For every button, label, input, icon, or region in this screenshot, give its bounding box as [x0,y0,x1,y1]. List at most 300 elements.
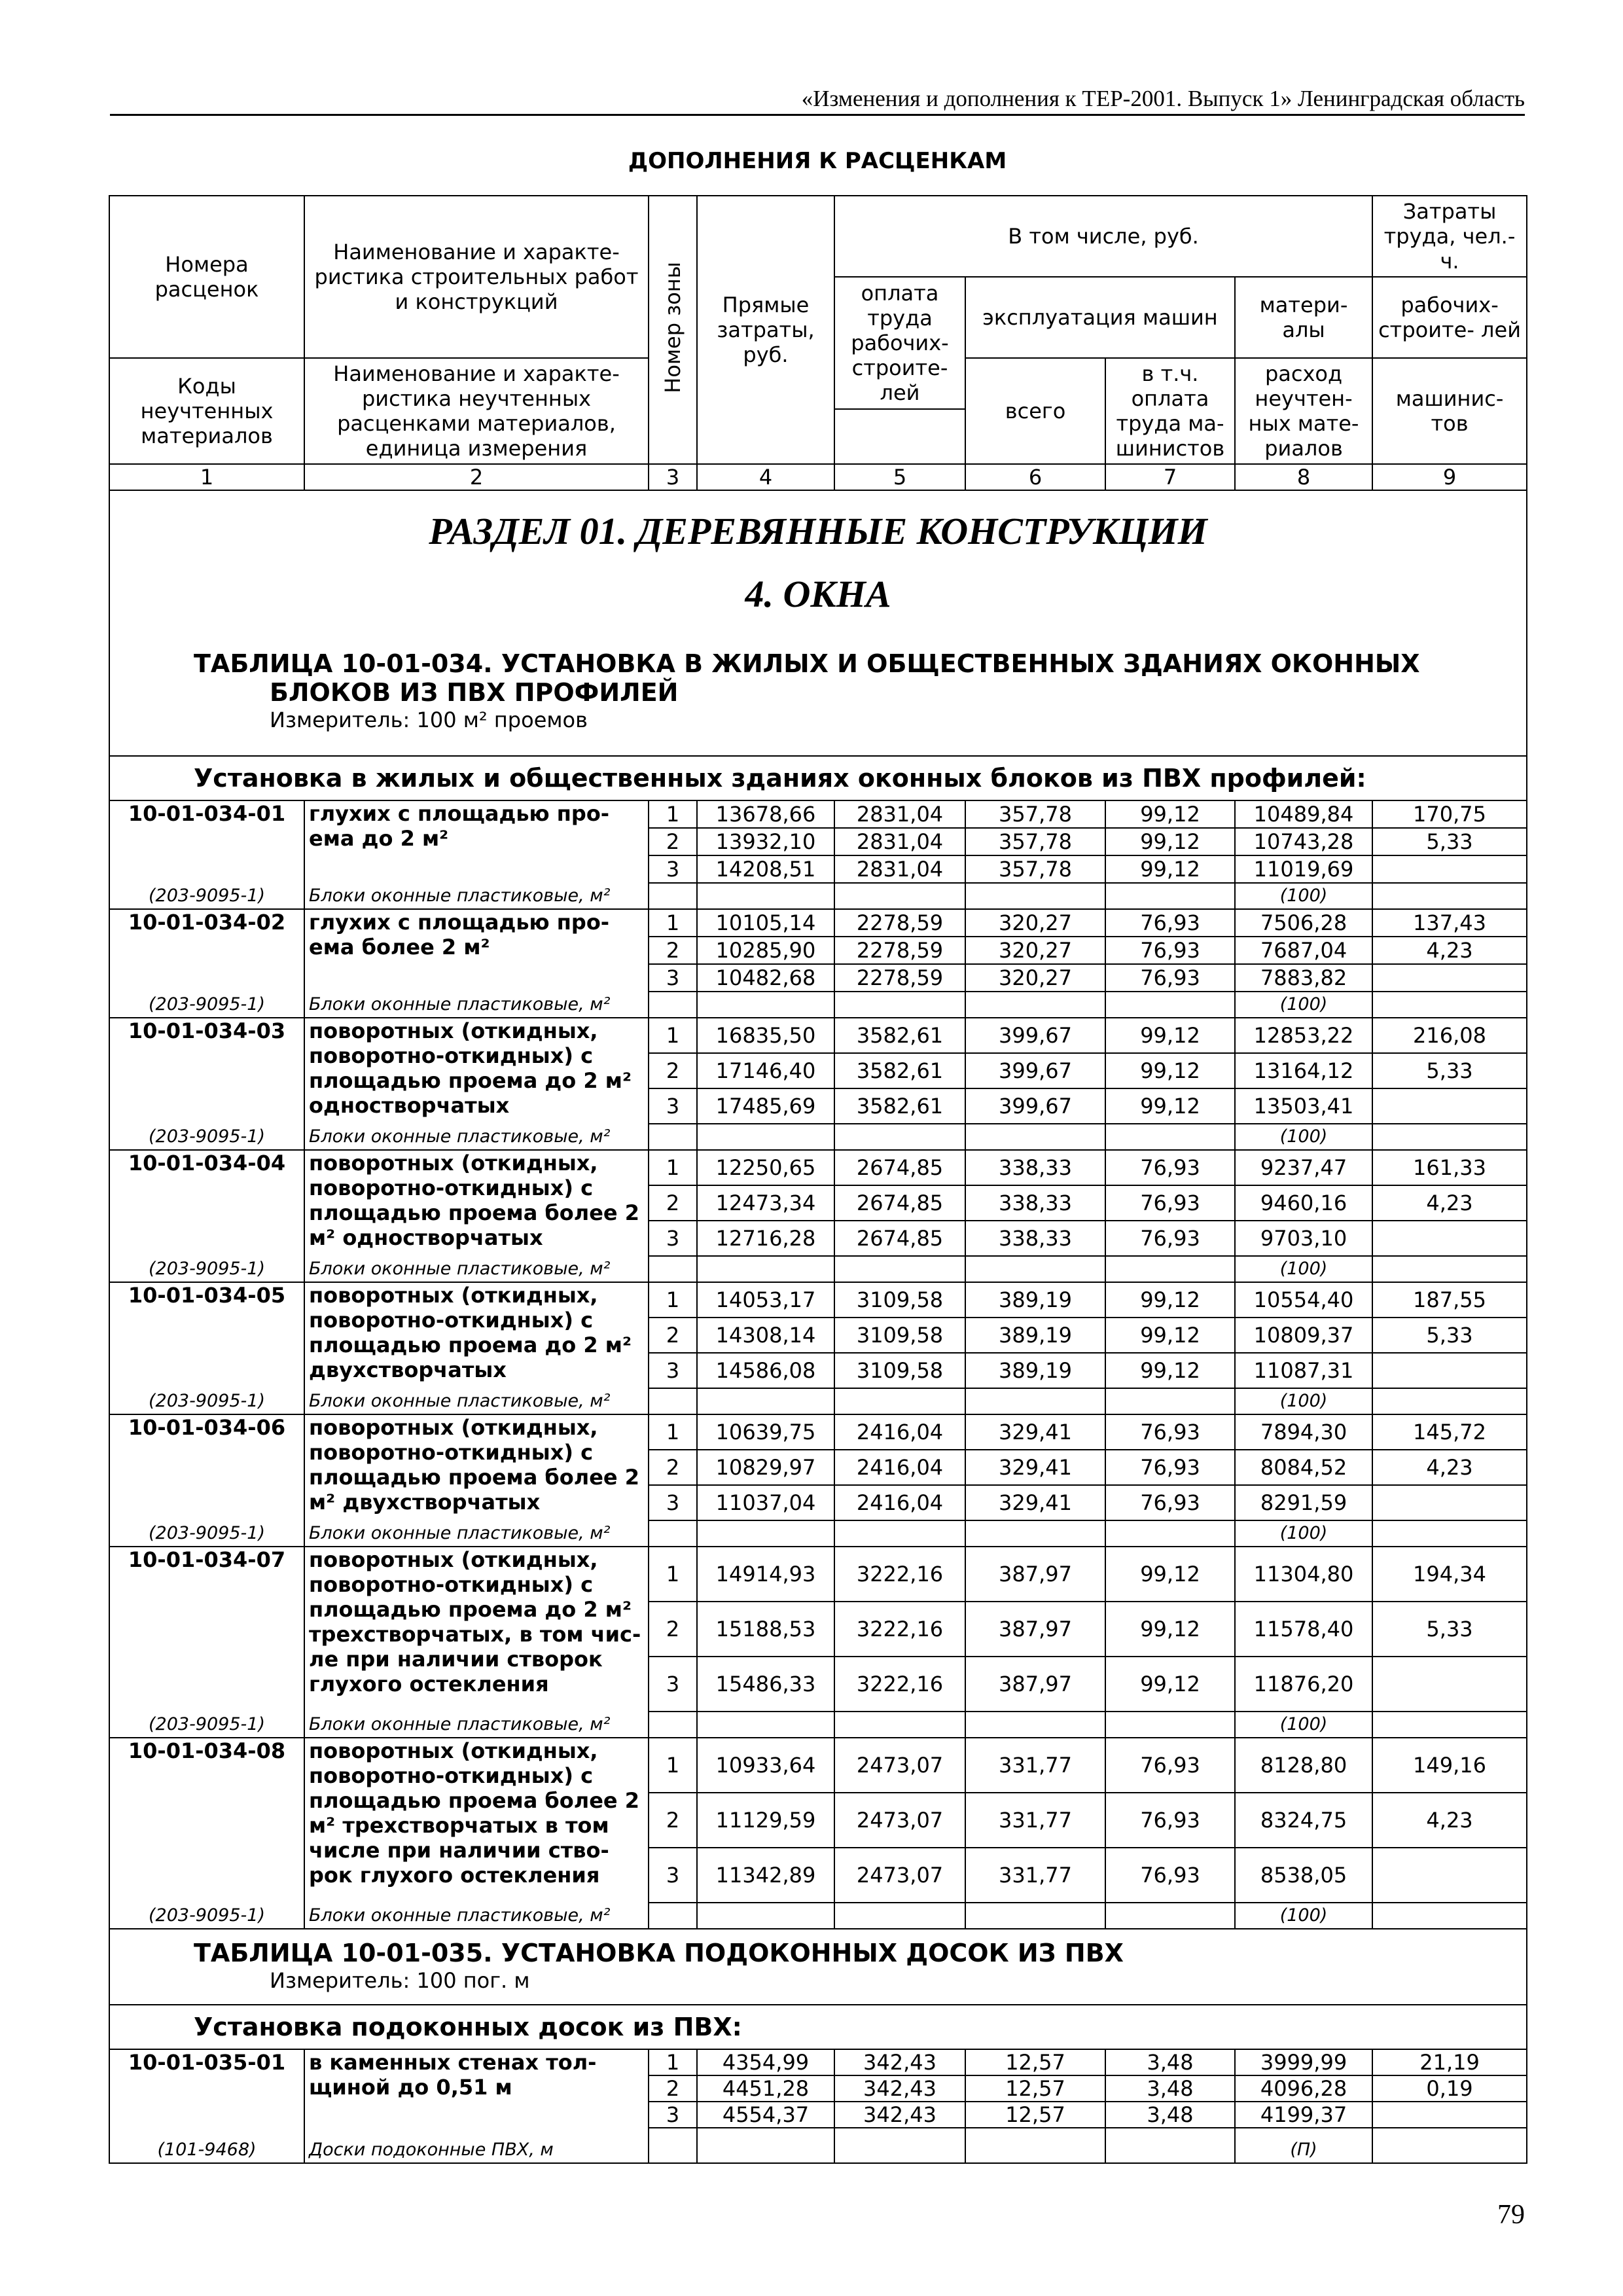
wage-cost: 2278,59 [834,909,965,937]
rate-name: поворотных (откидных, поворотно-откидных) с площадью проема более 2 м² трехстворчатых в том числе при наличии ство- рок глухого остекления [304,1738,649,1903]
material-usage: (100) [1235,883,1372,909]
direct-cost: 17485,69 [697,1088,834,1124]
machinist-wage: 99,12 [1105,1657,1235,1712]
machine-cost: 357,78 [965,800,1105,828]
material-name: Доски подоконные ПВХ, м [304,2128,649,2163]
material-name: Блоки оконные пластиковые, м² [304,883,649,909]
direct-cost: 4451,28 [697,2075,834,2102]
table-block-2 [109,1929,1527,2005]
empty-cell [697,992,834,1018]
direct-cost: 10639,75 [697,1414,834,1450]
col-header-name: Наименование и характе- ристика строительных работ и конструкций [304,196,649,358]
material-cost: 8291,59 [1235,1485,1372,1520]
material-code: (101-9468) [109,2128,304,2163]
rate-name: глухих с площадью про- ема более 2 м² [304,909,649,992]
rate-code: 10-01-034-06 [109,1414,304,1520]
rate-code: 10-01-034-02 [109,909,304,992]
empty-cell [834,1520,965,1547]
rate-row [109,1282,1527,1318]
direct-cost: 12473,34 [697,1185,834,1221]
labor-workers: 194,34 [1372,1547,1527,1602]
rate-name: поворотных (откидных, поворотно-откидных) с площадью проема до 2 м² двухстворчатых [304,1282,649,1388]
col-header-codes: Номера расценок [109,196,304,358]
material-code: (203-9095-1) [109,992,304,1018]
empty-cell [965,1124,1105,1150]
wage-cost: 2278,59 [834,964,965,992]
rate-code: 10-01-034-08 [109,1738,304,1903]
machine-cost: 387,97 [965,1657,1105,1712]
empty-cell [1372,2128,1527,2163]
rate-name: поворотных (откидных, поворотно-откидных) с площадью проема более 2 м² одностворчатых [304,1150,649,1256]
machinist-wage: 3,48 [1105,2102,1235,2128]
labor-machinists: 4,23 [1372,1450,1527,1485]
labor-machinists: 4,23 [1372,1185,1527,1221]
rate-row [109,1414,1527,1450]
labor-machinists: 5,33 [1372,828,1527,855]
material-cost: 8324,75 [1235,1793,1372,1848]
material-name: Блоки оконные пластиковые, м² [304,1903,649,1929]
material-cost: 8128,80 [1235,1738,1372,1793]
empty-cell [965,883,1105,909]
labor-empty [1372,1353,1527,1388]
empty-cell [1372,1712,1527,1738]
material-cost: 7894,30 [1235,1414,1372,1450]
col-number: 2 [304,464,649,490]
machine-cost: 357,78 [965,855,1105,883]
material-code: (203-9095-1) [109,1520,304,1547]
machine-cost: 389,19 [965,1318,1105,1353]
wage-cost: 3109,58 [834,1353,965,1388]
machinist-wage: 99,12 [1105,828,1235,855]
col-header-zone [649,196,697,464]
table-meter-2: Измеритель: 100 пог. м [270,1968,530,1993]
machinist-wage: 76,93 [1105,964,1235,992]
zone-number: 1 [649,1150,697,1185]
labor-machinists: 5,33 [1372,1053,1527,1088]
zone-number: 1 [649,800,697,828]
empty-cell [965,1388,1105,1414]
zone-number: 3 [649,1485,697,1520]
labor-workers: 216,08 [1372,1018,1527,1053]
material-code: (203-9095-1) [109,883,304,909]
material-usage: (100) [1235,1712,1372,1738]
wage-cost: 3109,58 [834,1282,965,1318]
labor-empty [1372,1848,1527,1903]
running-header: «Изменения и дополнения к ТЕР-2001. Выпуск 1» Ленинградская область [801,86,1525,111]
material-row [109,1256,1527,1282]
zone-number: 2 [649,2075,697,2102]
material-usage: (100) [1235,992,1372,1018]
table-group-2: Установка подоконных досок из ПВХ: [109,2005,1527,2049]
empty-cell [965,2128,1105,2163]
zone-number: 2 [649,1185,697,1221]
rate-code: 10-01-034-01 [109,800,304,883]
empty-cell [834,1712,965,1738]
empty-cell [1105,1520,1235,1547]
material-cost: 10554,40 [1235,1282,1372,1318]
empty-cell [1105,992,1235,1018]
machine-cost: 338,33 [965,1185,1105,1221]
empty-cell [649,1903,697,1929]
material-row [109,2128,1527,2163]
empty-cell [1372,1903,1527,1929]
col-header-mat-use: расход неучтен- ных мате- риалов [1235,358,1372,464]
labor-empty [1372,964,1527,992]
machinist-wage: 99,12 [1105,1353,1235,1388]
direct-cost: 16835,50 [697,1018,834,1053]
machinist-wage: 3,48 [1105,2049,1235,2075]
section-block [109,490,1527,756]
material-usage: (100) [1235,1520,1372,1547]
machinist-wage: 76,93 [1105,1414,1235,1450]
material-cost: 10489,84 [1235,800,1372,828]
machinist-wage: 99,12 [1105,1088,1235,1124]
zone-number: 3 [649,1221,697,1256]
empty-cell [649,1520,697,1547]
material-cost: 11087,31 [1235,1353,1372,1388]
wage-cost: 2674,85 [834,1185,965,1221]
empty-cell [965,1520,1105,1547]
col-header-including: В том числе, руб. [834,196,1372,277]
direct-cost: 13678,66 [697,800,834,828]
labor-empty [1372,1485,1527,1520]
labor-empty [1372,855,1527,883]
zone-number: 3 [649,1088,697,1124]
zone-number: 1 [649,1282,697,1318]
labor-workers: 149,16 [1372,1738,1527,1793]
wage-cost: 2831,04 [834,855,965,883]
col-header-mach-all: всего [965,358,1105,464]
wage-cost: 2278,59 [834,937,965,964]
empty-cell [1105,883,1235,909]
machinist-wage: 76,93 [1105,1793,1235,1848]
rate-name: глухих с площадью про- ема до 2 м² [304,800,649,883]
material-cost: 8538,05 [1235,1848,1372,1903]
wage-cost: 342,43 [834,2102,965,2128]
rate-name: поворотных (откидных, поворотно-откидных) с площадью проема более 2 м² двухстворчатых [304,1414,649,1520]
rates-table [109,195,1527,2164]
machine-cost: 389,19 [965,1353,1105,1388]
col-number: 8 [1235,464,1372,490]
material-cost: 9460,16 [1235,1185,1372,1221]
rate-code: 10-01-034-05 [109,1282,304,1388]
empty-cell [697,1903,834,1929]
rate-row [109,1738,1527,1793]
machine-cost: 331,77 [965,1793,1105,1848]
direct-cost: 12250,65 [697,1150,834,1185]
material-row [109,883,1527,909]
rate-row [109,800,1527,828]
machine-cost: 331,77 [965,1738,1105,1793]
rate-row [109,1018,1527,1053]
col-number: 4 [697,464,834,490]
material-cost: 4096,28 [1235,2075,1372,2102]
labor-machinists: 4,23 [1372,937,1527,964]
wage-cost: 2831,04 [834,800,965,828]
empty-cell [1372,1256,1527,1282]
empty-cell [965,1256,1105,1282]
material-usage: (100) [1235,1903,1372,1929]
zone-number: 3 [649,964,697,992]
empty-cell [834,2128,965,2163]
zone-number: 1 [649,1738,697,1793]
machine-cost: 389,19 [965,1282,1105,1318]
col-header-machinists: машинис- тов [1372,358,1527,464]
labor-workers: 21,19 [1372,2049,1527,2075]
material-name: Блоки оконные пластиковые, м² [304,1520,649,1547]
labor-workers: 145,72 [1372,1414,1527,1450]
empty-cell [649,992,697,1018]
wage-cost: 2416,04 [834,1485,965,1520]
machine-cost: 338,33 [965,1150,1105,1185]
empty-cell [697,1520,834,1547]
material-name: Блоки оконные пластиковые, м² [304,992,649,1018]
rate-row [109,1150,1527,1185]
rate-code: 10-01-034-04 [109,1150,304,1256]
direct-cost: 15486,33 [697,1657,834,1712]
wage-cost: 2674,85 [834,1150,965,1185]
material-code: (203-9095-1) [109,1903,304,1929]
wage-cost: 3222,16 [834,1547,965,1602]
machine-cost: 320,27 [965,909,1105,937]
labor-machinists: 4,23 [1372,1793,1527,1848]
material-row [109,1388,1527,1414]
col-number: 5 [834,464,965,490]
direct-cost: 10105,14 [697,909,834,937]
direct-cost: 11342,89 [697,1848,834,1903]
col-header-wage: оплата труда рабочих- строите- лей [834,277,965,409]
empty-cell [834,992,965,1018]
direct-cost: 10285,90 [697,937,834,964]
document-title: ДОПОЛНЕНИЯ К РАСЦЕНКАМ [628,148,1007,174]
table-title-1 [110,649,1526,707]
direct-cost: 10829,97 [697,1450,834,1485]
col-header-mat-codes: Коды неучтенных материалов [109,358,304,464]
wage-cost: 2473,07 [834,1793,965,1848]
wage-cost: 2416,04 [834,1414,965,1450]
empty-cell [834,1388,965,1414]
machine-cost: 357,78 [965,828,1105,855]
direct-cost: 11129,59 [697,1793,834,1848]
machinist-wage: 3,48 [1105,2075,1235,2102]
material-cost: 13503,41 [1235,1088,1372,1124]
zone-number: 2 [649,1793,697,1848]
material-cost: 9703,10 [1235,1221,1372,1256]
zone-number: 3 [649,1353,697,1388]
machine-cost: 320,27 [965,937,1105,964]
machine-cost: 387,97 [965,1602,1105,1657]
labor-machinists: 5,33 [1372,1602,1527,1657]
wage-cost: 3582,61 [834,1053,965,1088]
material-code: (203-9095-1) [109,1388,304,1414]
zone-number: 1 [649,1018,697,1053]
material-cost: 12853,22 [1235,1018,1372,1053]
table-group-1: Установка в жилых и общественных зданиях оконных блоков из ПВХ профилей: [109,756,1527,800]
machine-cost: 387,97 [965,1547,1105,1602]
machine-cost: 320,27 [965,964,1105,992]
wage-cost: 2831,04 [834,828,965,855]
wage-cost: 2416,04 [834,1450,965,1485]
machine-cost: 12,57 [965,2049,1105,2075]
zone-number: 2 [649,1053,697,1088]
material-row [109,1520,1527,1547]
material-name: Блоки оконные пластиковые, м² [304,1256,649,1282]
machine-cost: 329,41 [965,1450,1105,1485]
material-row [109,992,1527,1018]
material-cost: 7883,82 [1235,964,1372,992]
labor-empty [1372,1657,1527,1712]
material-name: Блоки оконные пластиковые, м² [304,1712,649,1738]
zone-number: 2 [649,1450,697,1485]
table-title-line2: БЛОКОВ ИЗ ПВХ ПРОФИЛЕЙ [270,678,679,707]
table-meter-1: Измеритель: 100 м² проемов [270,708,588,732]
empty-cell [697,1124,834,1150]
rate-name: поворотных (откидных, поворотно-откидных) с площадью проема до 2 м² одностворчатых [304,1018,649,1124]
machinist-wage: 76,93 [1105,1450,1235,1485]
zone-number: 2 [649,1318,697,1353]
machinist-wage: 99,12 [1105,1602,1235,1657]
wage-cost: 342,43 [834,2075,965,2102]
machinist-wage: 99,12 [1105,1282,1235,1318]
material-usage: (100) [1235,1256,1372,1282]
rate-code: 10-01-035-01 [109,2049,304,2128]
machinist-wage: 99,12 [1105,1053,1235,1088]
material-row [109,1124,1527,1150]
col-number: 6 [965,464,1105,490]
labor-workers: 187,55 [1372,1282,1527,1318]
material-cost: 10743,28 [1235,828,1372,855]
empty-cell [1105,1256,1235,1282]
subsection-title: 4. ОКНА [745,573,891,615]
table-title-line1: ТАБЛИЦА 10-01-034. УСТАНОВКА В ЖИЛЫХ И ОБЩЕСТВЕННЫХ ЗДАНИЯХ ОКОННЫХ [194,649,1420,678]
section-title: РАЗДЕЛ 01. ДЕРЕВЯННЫЕ КОНСТРУКЦИИ [429,510,1207,552]
direct-cost: 10933,64 [697,1738,834,1793]
empty-cell [1372,992,1527,1018]
empty-cell [834,1903,965,1929]
rate-name: поворотных (откидных, поворотно-откидных) с площадью проема до 2 м² трехстворчатых, в том чис- ле при наличии створок глухого остекления [304,1547,649,1712]
wage-cost: 3582,61 [834,1018,965,1053]
empty-cell [649,1712,697,1738]
material-name: Блоки оконные пластиковые, м² [304,1124,649,1150]
material-cost: 10809,37 [1235,1318,1372,1353]
labor-empty [1372,1221,1527,1256]
material-usage: (100) [1235,1124,1372,1150]
material-cost: 8084,52 [1235,1450,1372,1485]
col-header-machines: эксплуатация машин [965,277,1235,358]
rate-code: 10-01-034-07 [109,1547,304,1712]
wage-cost: 3109,58 [834,1318,965,1353]
col-header-mach-wage: в т.ч. оплата труда ма- шинистов [1105,358,1235,464]
empty-cell [697,2128,834,2163]
material-cost: 11578,40 [1235,1602,1372,1657]
empty-cell [834,883,965,909]
col-header-materials: матери- алы [1235,277,1372,358]
machinist-wage: 76,93 [1105,1738,1235,1793]
zone-number: 1 [649,1547,697,1602]
col-number: 7 [1105,464,1235,490]
empty-cell [649,1388,697,1414]
direct-cost: 14308,14 [697,1318,834,1353]
empty-cell [834,1124,965,1150]
empty-cell [649,1124,697,1150]
machinist-wage: 76,93 [1105,909,1235,937]
machinist-wage: 76,93 [1105,1485,1235,1520]
empty-cell [1372,883,1527,909]
empty-cell [1372,1520,1527,1547]
material-code: (203-9095-1) [109,1124,304,1150]
machine-cost: 329,41 [965,1485,1105,1520]
material-cost: 7687,04 [1235,937,1372,964]
material-usage: (П) [1235,2128,1372,2163]
col-number: 1 [109,464,304,490]
direct-cost: 12716,28 [697,1221,834,1256]
empty-cell [965,992,1105,1018]
labor-workers: 161,33 [1372,1150,1527,1185]
direct-cost: 14053,17 [697,1282,834,1318]
machinist-wage: 76,93 [1105,937,1235,964]
col-header-zone-text: Номер зоны [660,261,685,393]
direct-cost: 10482,68 [697,964,834,992]
wage-cost: 3222,16 [834,1602,965,1657]
empty-cell [697,883,834,909]
material-cost: 11019,69 [1235,855,1372,883]
machine-cost: 329,41 [965,1414,1105,1450]
rate-row [109,2049,1527,2075]
header-rule [110,114,1525,116]
wage-cost: 2473,07 [834,1738,965,1793]
direct-cost: 14914,93 [697,1547,834,1602]
direct-cost: 4354,99 [697,2049,834,2075]
empty-cell [1105,1388,1235,1414]
machinist-wage: 99,12 [1105,855,1235,883]
zone-number: 1 [649,909,697,937]
wage-cost: 3222,16 [834,1657,965,1712]
empty-cell [697,1256,834,1282]
machinist-wage: 76,93 [1105,1185,1235,1221]
rate-code: 10-01-034-03 [109,1018,304,1124]
wage-cost: 342,43 [834,2049,965,2075]
machinist-wage: 99,12 [1105,1318,1235,1353]
material-code: (203-9095-1) [109,1256,304,1282]
material-usage: (100) [1235,1388,1372,1414]
direct-cost: 14208,51 [697,855,834,883]
direct-cost: 4554,37 [697,2102,834,2128]
material-code: (203-9095-1) [109,1712,304,1738]
material-cost: 4199,37 [1235,2102,1372,2128]
direct-cost: 14586,08 [697,1353,834,1388]
col-header-labor: Затраты труда, чел.-ч. [1372,196,1527,277]
empty-cell [649,1256,697,1282]
col-header-workers: рабочих- строите- лей [1372,277,1527,358]
empty-cell [1372,1124,1527,1150]
direct-cost: 15188,53 [697,1602,834,1657]
zone-number: 3 [649,855,697,883]
machine-cost: 399,67 [965,1088,1105,1124]
machinist-wage: 76,93 [1105,1848,1235,1903]
zone-number: 2 [649,1602,697,1657]
col-header-mat-name: Наименование и характе- ристика неучтенных расценками материалов, единица измерения [304,358,649,464]
material-name: Блоки оконные пластиковые, м² [304,1388,649,1414]
zone-number: 2 [649,937,697,964]
material-cost: 3999,99 [1235,2049,1372,2075]
material-cost: 11876,20 [1235,1657,1372,1712]
direct-cost: 13932,10 [697,828,834,855]
empty-cell [965,1712,1105,1738]
zone-number: 1 [649,1414,697,1450]
machinist-wage: 99,12 [1105,1018,1235,1053]
machine-cost: 331,77 [965,1848,1105,1903]
rate-row [109,1547,1527,1602]
